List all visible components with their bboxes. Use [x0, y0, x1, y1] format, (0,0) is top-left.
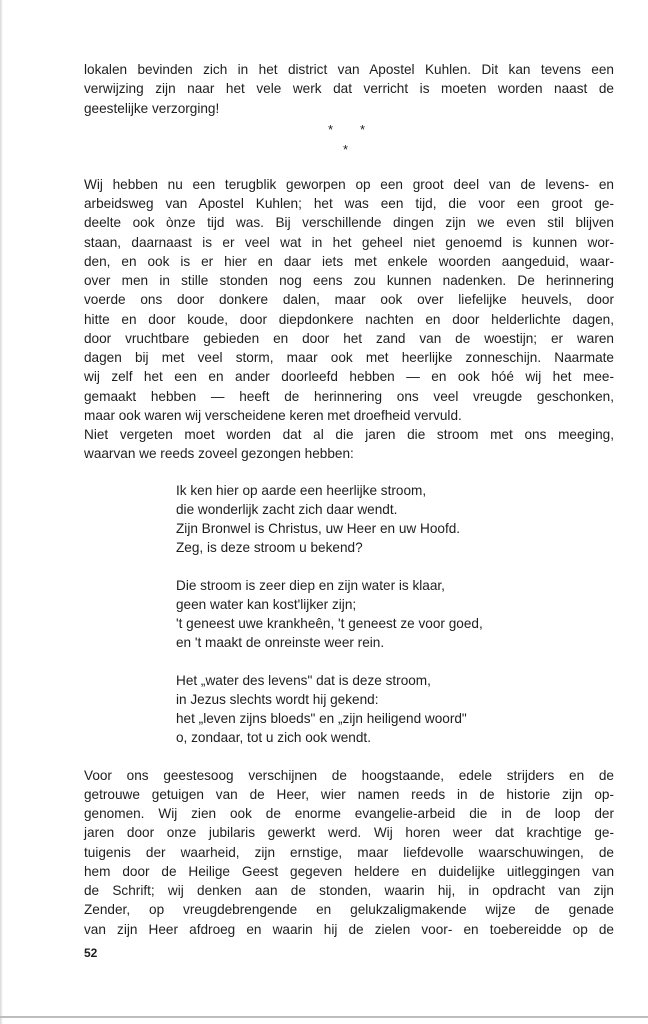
- text-line: Voor ons geestesoog verschijnen de hoogstaande, edele strijders en de: [84, 767, 614, 783]
- text-line: de Schrift; wij denken aan de stonden, waarin hij, in opdracht van zijn: [84, 883, 614, 898]
- text-line: genomen. Wij zien ook de enorme evangelie-arbeid die in de loop der: [84, 806, 614, 821]
- verse-line: het „leven zijns bloeds" en „zijn heiligend woord": [176, 711, 467, 726]
- section-divider-asterisks: [84, 121, 614, 161]
- paragraph-2: [84, 425, 614, 464]
- asterisk: *: [360, 121, 366, 137]
- text-line: dagen bij met veel storm, maar ook met heerlijke zonneschijn. Naarmate: [84, 350, 614, 365]
- asterisk: *: [343, 141, 349, 157]
- verse-line: Zeg, is deze stroom u bekend?: [176, 540, 363, 556]
- text-line: maar ook waren wij verscheidene keren met droefheid vervuld.: [84, 407, 462, 423]
- text-line: arbeidsweg van Apostel Kuhlen; het was een tijd, die voor een groot ge-: [84, 196, 614, 211]
- text-line: waarvan we reeds zoveel gezongen hebben:: [84, 446, 354, 462]
- verse-line: Ik ken hier op aarde een heerlijke stroom,: [176, 482, 427, 498]
- verse-line: en 't maakt de onreinste weer rein.: [176, 635, 385, 651]
- paragraph-3: [84, 766, 614, 939]
- verse-line: die wonderlijk zacht zich daar wendt.: [176, 501, 398, 517]
- verse-line: geen water kan kost'lijker zijn;: [176, 596, 357, 612]
- paragraph-1: [84, 175, 614, 425]
- text-line: geestelijke verzorging!: [84, 100, 220, 116]
- stanza-2: [176, 576, 614, 653]
- hymn-quote: [176, 481, 614, 748]
- text-line: Niet vergeten moet worden dat al die jaren die stroom met ons meeging,: [84, 427, 614, 442]
- text-line: hem door de Heilige Geest gegeven heldere en duidelijke uitleggingen van: [84, 863, 614, 879]
- text-line: Wij hebben nu een terugblik geworpen op een groot deel van de levens- en: [84, 176, 614, 192]
- verse-line: 't geneest uwe krankheên, 't geneest ze voor goed,: [176, 616, 483, 631]
- text-line: den, en ook is er hier en daar iets met enkele woorden aangeduid, waar-: [84, 253, 614, 269]
- text-line: jaren door onze jubilaris gewerkt werd. Wij horen weer dat krachtige ge-: [84, 825, 614, 841]
- text-line: gemaakt hebben — heeft de herinnering ons veel vreugde geschonken,: [84, 388, 614, 404]
- text-line: wij zelf het een en ander doorleefd hebben — en ook hóé wij het mee-: [84, 369, 614, 385]
- asterisk: *: [328, 121, 334, 137]
- verse-line: Het „water des levens" dat is deze stroom,: [176, 672, 431, 688]
- stanza-3: [176, 671, 614, 748]
- page-body: [84, 60, 614, 939]
- text-line: hitte en door koude, door diepdonkere nachten en door helderlichte dagen,: [84, 311, 614, 327]
- scan-edge-bottom: [0, 1016, 648, 1018]
- stanza-1: [176, 481, 614, 558]
- text-line: van zijn Heer afdroeg en waarin hij de zielen voor- en toebereidde op de: [84, 921, 614, 937]
- verse-line: in Jezus slechts wordt hij gekend:: [176, 691, 379, 707]
- text-line: door vruchtbare gebieden en door het zand van de woestijn; er waren: [84, 330, 614, 346]
- text-line: staan, daarnaast is er veel wat in het geheel niet genoemd is kunnen wor-: [84, 234, 614, 250]
- verse-line: Die stroom is zeer diep en zijn water is klaar,: [176, 577, 445, 593]
- text-line: deelte ook ònze tijd was. Bij verschillende dingen zijn we even stil blijven: [84, 215, 614, 231]
- text-line: tuigenis der waarheid, zijn ernstige, maar liefdevolle waarschuwingen, de: [84, 844, 614, 860]
- text-line: verwijzing zijn naar het vele werk dat verricht is moeten worden naast de: [84, 81, 614, 97]
- text-line: getrouwe getuigen van de Heer, wier namen reeds in de historie zijn op-: [84, 786, 614, 802]
- scan-edge-left: [0, 0, 3, 1024]
- verse-line: Zijn Bronwel is Christus, uw Heer en uw Hoofd.: [176, 521, 461, 536]
- text-line: voerde ons door donkere dalen, maar ook over liefelijke heuvels, door: [84, 292, 614, 308]
- text-line: Zender, op vreugdebrengende en gelukzaligmakende wijze de genade: [84, 902, 614, 918]
- text-line: over men in stille stonden nog eens zou kunnen nadenken. De herinnering: [84, 273, 614, 288]
- verse-line: o, zondaar, tot u zich ook wendt.: [176, 730, 371, 746]
- page-number: 52: [84, 946, 98, 960]
- intro-paragraph: [84, 60, 614, 118]
- text-line: lokalen bevinden zich in het district van Apostel Kuhlen. Dit kan tevens een: [84, 62, 614, 77]
